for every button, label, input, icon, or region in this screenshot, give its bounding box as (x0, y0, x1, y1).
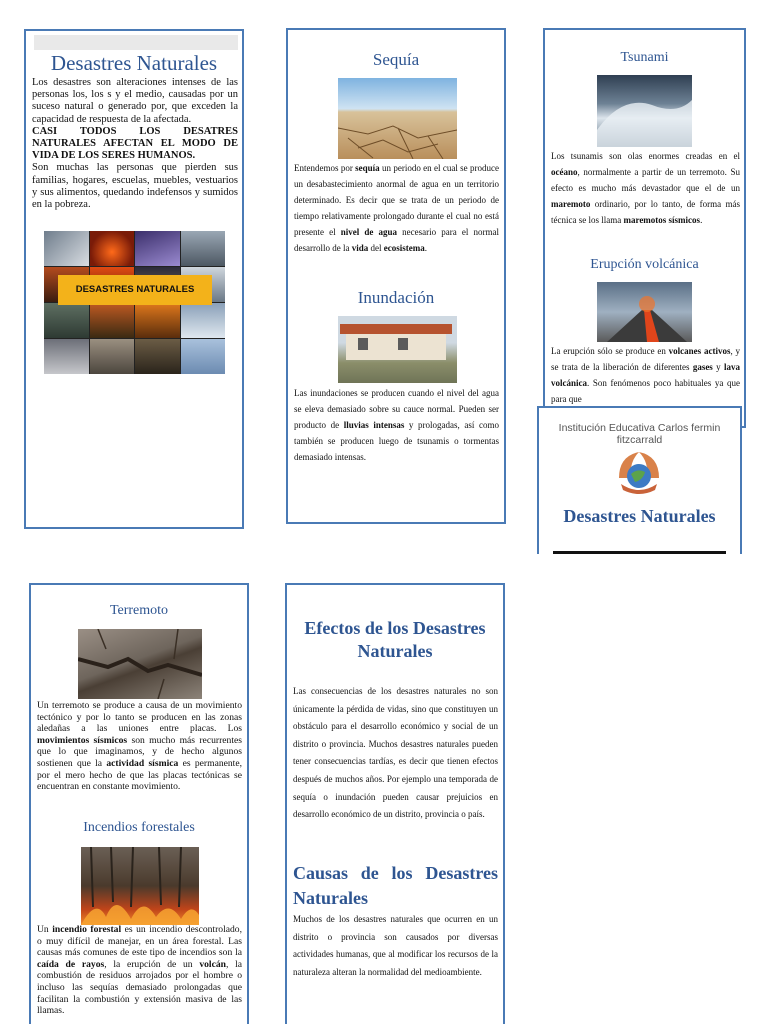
tsunami-bold-1: océano (551, 167, 578, 177)
intro-title: Desastres Naturales (50, 51, 218, 75)
terremoto-text-2: son mucho más recurrentes que lo que imaginamos, y de hecho algunos sostienen que la (37, 734, 242, 769)
erupcion-title: Erupción volcánica (590, 257, 699, 272)
inundacion-title: Inundación (357, 288, 435, 307)
sequia-bold-3: vida (351, 243, 369, 253)
incendio-text-2: es un incendio descontrolado, o muy difícil de manejar, en un área forestal. Las causas más comunes de este tipo de incendios son la (37, 924, 242, 959)
flood-image (338, 316, 457, 383)
causas-title: Causas de los Desastres Naturales (293, 863, 498, 908)
incendio-text-3: , la erupción de un (104, 958, 200, 970)
drought-cracks-icon (338, 78, 457, 159)
tsunami-text-4: . (700, 215, 703, 225)
sequia-text-4: del (368, 243, 384, 253)
sequia-bold-2: nivel de agua (340, 227, 398, 237)
intro-paragraph: Los desastres son alteraciones intenses de las personas los, los s y el medio, causadas por un suceso natural o generado por, que exceden la capacidad de respuesta de la afectada. (32, 77, 238, 125)
erupcion-text-3: y (712, 362, 724, 372)
efectos-title: Efectos de los Desastres Naturales (304, 618, 486, 661)
volcano-image (597, 282, 692, 342)
panel-intro (24, 29, 244, 529)
incendio-bold-2: caída de rayos (37, 958, 105, 970)
incendio-text-1: Un (37, 924, 53, 935)
cover-title: Desastres Naturales (563, 506, 716, 526)
fire-icon (81, 847, 199, 925)
intro-paragraph-2: Son muchas las personas que pierden sus familias, hogares, escuelas, muebles, vestuarios y sus alimentos, quedando indefensos y sumidos en la pobreza. (32, 162, 238, 211)
crack-icon (78, 629, 202, 699)
sequia-title: Sequía (372, 50, 420, 69)
tsunami-text-1: Los tsunamis son olas enormes creadas en el (551, 151, 740, 161)
earthquake-image (78, 629, 202, 699)
tsunami-bold-2: maremoto (551, 199, 591, 209)
erupcion-bold-2: gases (692, 362, 713, 372)
wave-icon (597, 75, 692, 147)
efectos-paragraph: Las consecuencias de los desastres naturales no son únicamente la pérdida de vidas, sino que constituyen un obstáculo para el desarrollo económico y social de un distrito o provincia. Muchos desastres naturales pueden tener consecuencias tardías, es decir que tienen efectos después de muchos años. Por ejemplo una temporada de sequía o inundación pueden causar prejuicios en desarrollo económico de un distrito, provincia o país. (293, 686, 498, 820)
sequia-text-3: necesario para el normal desarrollo de la (294, 227, 500, 253)
forest-fire-image (81, 847, 199, 925)
erupcion-bold-1: volcanes activos (668, 346, 731, 356)
erupcion-text-4: . Son fenómenos poco habituales ya que para que (551, 378, 740, 404)
tsunami-title: Tsunami (620, 50, 669, 65)
panel-terremoto-incendio (29, 583, 249, 1024)
inundacion-text-1: Las inundaciones se producen cuando el nivel del agua se eleva demasiado sobre su cauce normal. Pueden ser producto de (294, 388, 499, 430)
sequia-text-1: Entendemos por (294, 163, 356, 173)
sequia-bold-1: sequía (355, 163, 380, 173)
panel-tsunami-erupcion (543, 28, 746, 428)
volcano-icon (597, 282, 692, 342)
panel-sequia-inundacion (286, 28, 506, 524)
terremoto-title: Terremoto (109, 603, 169, 618)
terremoto-text-1: Un terremoto se produce a causa de un movimiento tectónico y por lo tanto se producen en las zonas aledañas a las uniones entre placas. Los (37, 700, 242, 735)
intro-emphasis: CASI TODOS LOS DESATRES NATURALES AFECTAN EL MODO DE VIDA DE LOS SERES HUMANOS. (32, 125, 238, 162)
sequia-text-5: . (424, 243, 427, 253)
erupcion-text-1: La erupción sólo se produce en (551, 346, 669, 356)
cover-image-strip (553, 551, 726, 554)
tsunami-text-3: ordinario, por lo tanto, de forma más técnica se los llama (551, 199, 740, 225)
drought-image (338, 78, 457, 159)
incendio-bold-1: incendio forestal (52, 924, 122, 935)
erupcion-bold-3: lava volcánica (551, 362, 741, 388)
tsunami-image (597, 75, 692, 147)
inundacion-text-2: y prologadas, así como también se producen luego de tsunamis o tormentas demasiado intensas. (294, 420, 499, 462)
tsunami-text-2: , normalmente a partir de un terremoto. Su efecto es mucho más devastador que el de un (551, 167, 740, 193)
causas-paragraph: Muchos de los desastres naturales que ocurren en un distrito o provincia son causados por diversas actividades humanas, que al modificar los recursos de la naturaleza alteran la normalidad del medioambiente. (293, 914, 498, 977)
tsunami-bold-3: maremotos sísmicos (623, 215, 701, 225)
collage-banner: DESASTRES NATURALES (58, 275, 212, 305)
incendio-text-4: , la combustión de residuos arrojados por el hombre o incluso las sequías demasiado prolongadas que facilitan la combustión y extensión masiva de las llamas. (37, 958, 242, 1017)
terremoto-bold-2: actividad sísmica (106, 757, 179, 769)
panel-cover (537, 406, 742, 554)
sequia-bold-4: ecosistema (383, 243, 425, 253)
erupcion-text-2: , y se trata de la liberación de diferentes (551, 346, 740, 372)
inundacion-bold-1: lluvias intensas (343, 420, 405, 430)
disaster-collage-image (44, 231, 225, 374)
incendio-bold-3: volcán (199, 958, 226, 970)
terremoto-text-3: es permanente, por el mero hecho de que las placas tectónicas se encuentran en constante movimiento. (37, 757, 243, 793)
school-name: Institución Educativa Carlos fermin fitzcarrald (558, 422, 721, 446)
header-bar (34, 35, 238, 50)
sequia-text-2: un periodo en el cual se produce un desabastecimiento anormal de agua en un territorio determinado. Es decir que se trata de un periodo de tiempo relativamente prolongado durante el cual no está presente el (294, 163, 499, 237)
terremoto-bold-1: movimientos sísmicos (37, 734, 128, 746)
panel-efectos-causas (285, 583, 505, 1024)
incendio-title: Incendios forestales (83, 820, 195, 835)
school-logo-icon (615, 448, 663, 494)
